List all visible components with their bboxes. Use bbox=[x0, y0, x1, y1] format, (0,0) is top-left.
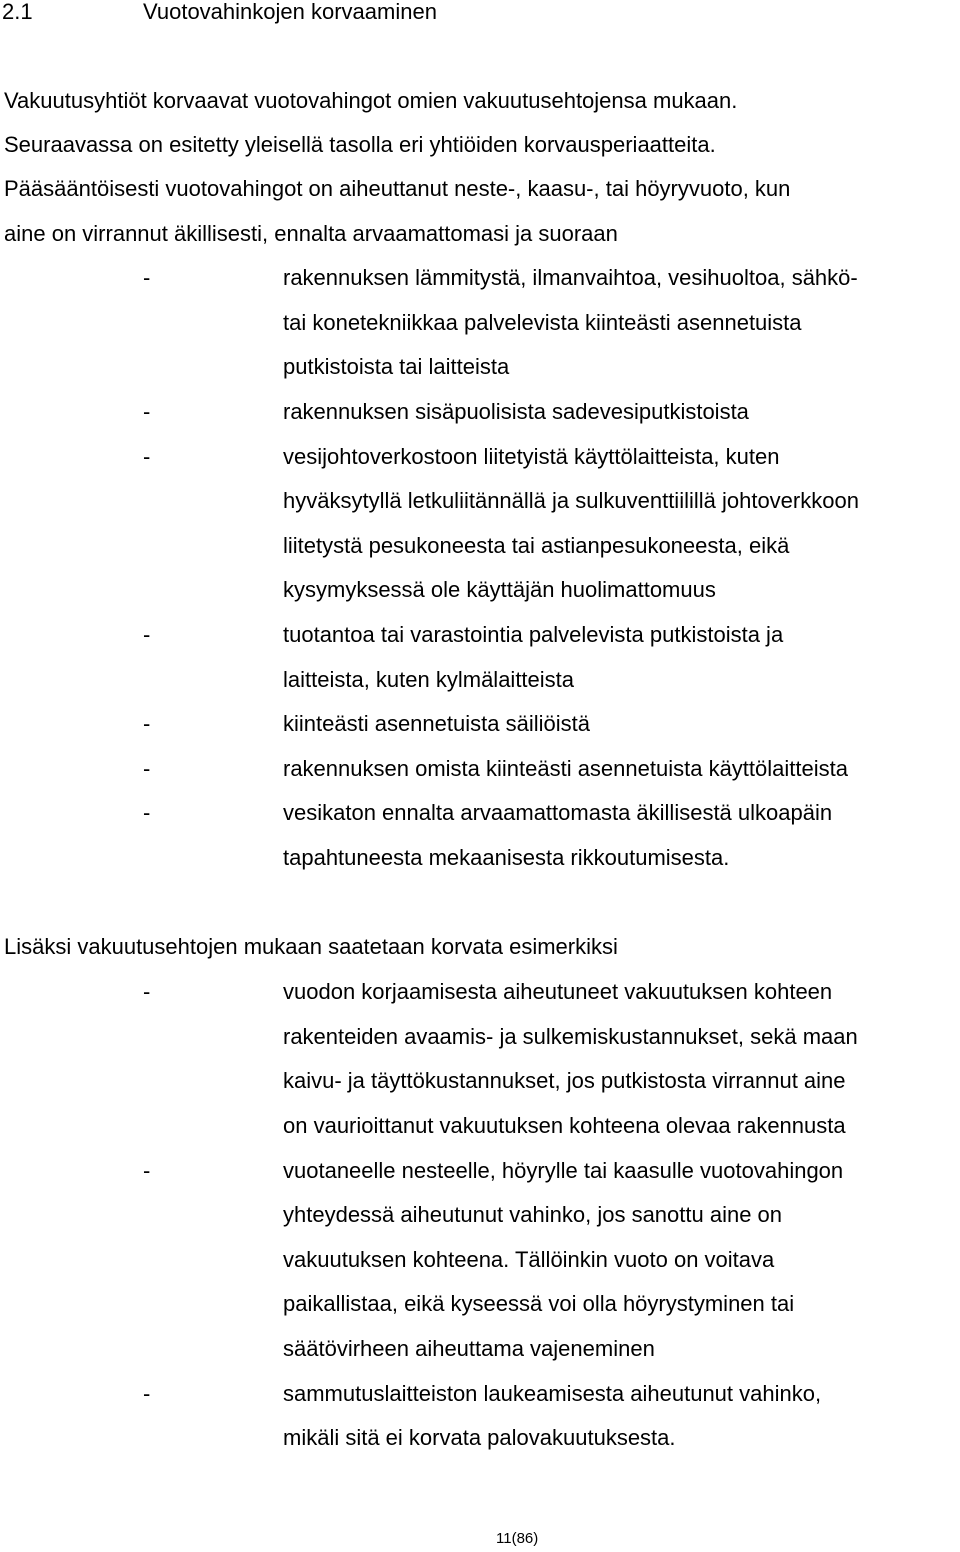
intro-line: aine on virrannut äkillisesti, ennalta arvaamattomasi ja suoraan bbox=[4, 221, 618, 246]
section-number: 2.1 bbox=[2, 0, 33, 24]
list-item-line: vuotaneelle nesteelle, höyrylle tai kaasulle vuotovahingon bbox=[283, 1158, 844, 1183]
list-item-line: säätövirheen aiheuttama vajeneminen bbox=[283, 1336, 655, 1361]
list-bullet: - bbox=[143, 399, 151, 424]
list-bullet: - bbox=[143, 711, 151, 736]
list-item-line: yhteydessä aiheutunut vahinko, jos sanottu aine on bbox=[283, 1202, 783, 1227]
page-number: 11(86) bbox=[496, 1530, 539, 1547]
list-item-line: kysymyksessä ole käyttäjän huolimattomuus bbox=[283, 577, 716, 602]
list-bullet: - bbox=[143, 1381, 151, 1406]
list-bullet: - bbox=[143, 622, 151, 647]
list-bullet: - bbox=[143, 1158, 151, 1183]
list-item-line: putkistoista tai laitteista bbox=[283, 354, 510, 379]
list-item-line: rakenteiden avaamis- ja sulkemiskustannukset, sekä maan bbox=[283, 1024, 858, 1049]
list-item-line: hyväksytyllä letkuliitännällä ja sulkuventtiilillä johtoverkkoon bbox=[283, 488, 859, 513]
intro-line: Seuraavassa on esitetty yleisellä tasolla eri yhtiöiden korvausperiaatteita. bbox=[4, 132, 716, 157]
list-bullet: - bbox=[143, 265, 151, 290]
section-title: Vuotovahinkojen korvaaminen bbox=[143, 0, 437, 24]
list-item-line: rakennuksen sisäpuolisista sadevesiputkistoista bbox=[283, 399, 749, 424]
list-item-line: sammutuslaitteiston laukeamisesta aiheutunut vahinko, bbox=[283, 1381, 822, 1406]
list-item-line: tai konetekniikkaa palvelevista kiinteästi asennetuista bbox=[283, 310, 802, 335]
list-item-line: rakennuksen omista kiinteästi asennetuista käyttölaitteista bbox=[283, 756, 848, 781]
list-item-line: kaivu- ja täyttökustannukset, jos putkistosta virrannut aine bbox=[283, 1068, 846, 1093]
list-item-line: laitteista, kuten kylmälaitteista bbox=[283, 667, 575, 692]
list-item-line: tuotantoa tai varastointia palvelevista putkistoista ja bbox=[283, 622, 784, 647]
list-bullet: - bbox=[143, 756, 151, 781]
list-item-line: vesikaton ennalta arvaamattomasta äkillisestä ulkoapäin bbox=[283, 800, 833, 825]
list-bullet: - bbox=[143, 444, 151, 469]
list-item-line: vakuutuksen kohteena. Tällöinkin vuoto on voitava bbox=[283, 1247, 775, 1272]
list-item-line: on vaurioittanut vakuutuksen kohteena olevaa rakennusta bbox=[283, 1113, 846, 1138]
list-item-line: liitetystä pesukoneesta tai astianpesukoneesta, eikä bbox=[283, 533, 790, 558]
list-item-line: paikallistaa, eikä kyseessä voi olla höyrystyminen tai bbox=[283, 1291, 795, 1316]
list-bullet: - bbox=[143, 800, 151, 825]
intro-line: Vakuutusyhtiöt korvaavat vuotovahingot omien vakuutusehtojensa mukaan. bbox=[4, 88, 738, 113]
list-item-line: tapahtuneesta mekaanisesta rikkoutumisesta. bbox=[283, 845, 730, 870]
list-item-line: kiinteästi asennetuista säiliöistä bbox=[283, 711, 590, 736]
list-item-line: rakennuksen lämmitystä, ilmanvaihtoa, vesihuoltoa, sähkö- bbox=[283, 265, 858, 290]
list-item-line: vuodon korjaamisesta aiheutuneet vakuutuksen kohteen bbox=[283, 979, 833, 1004]
list-item-line: vesijohtoverkostoon liitetyistä käyttölaitteista, kuten bbox=[283, 444, 780, 469]
list-bullet: - bbox=[143, 979, 151, 1004]
intro-line: Pääsääntöisesti vuotovahingot on aiheuttanut neste-, kaasu-, tai höyryvuoto, kun bbox=[4, 176, 791, 201]
second-intro-paragraph: Lisäksi vakuutusehtojen mukaan saatetaan korvata esimerkiksi bbox=[4, 934, 618, 959]
list-item-line: mikäli sitä ei korvata palovakuutuksesta. bbox=[283, 1425, 676, 1450]
